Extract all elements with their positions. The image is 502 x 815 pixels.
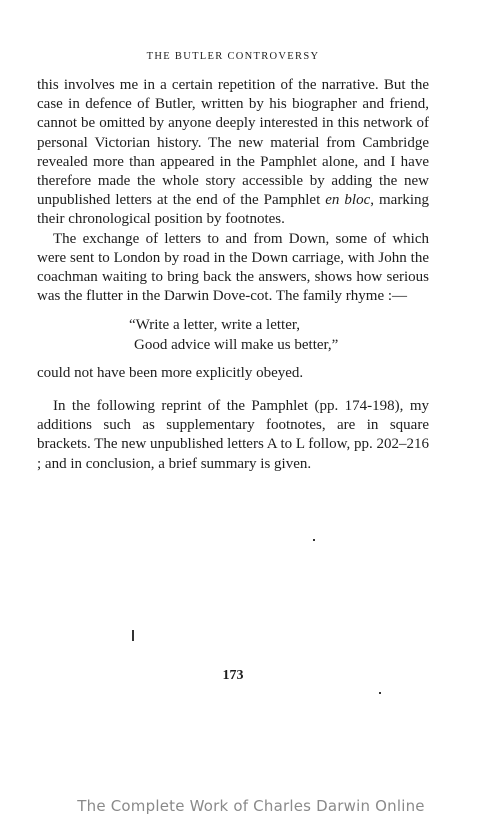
paragraph-3: could not have been more explicitly obeyed.	[37, 364, 304, 381]
scan-speck	[313, 539, 315, 541]
paragraph-1-text-end: , marking their chronological position by footnotes.	[37, 192, 429, 228]
verse-line-2: Good advice will make us better,”	[134, 336, 339, 353]
scan-speck	[379, 692, 381, 694]
footer-credit: The Complete Work of Charles Darwin Online	[77, 797, 425, 815]
paragraph-2: The exchange of letters to and from Down, some of which were sent to London by road in the Down carriage, with John the coachman waiting to bring back the answers, shows how serious was the flutter in the Darwin Dove-cot. The family rhyme :—	[37, 230, 429, 305]
paragraph-1-italic: en bloc	[325, 192, 371, 209]
verse-quote	[37, 316, 429, 354]
paragraph-1	[37, 76, 429, 230]
scan-speck	[132, 630, 134, 641]
paragraph-1-text: this involves me in a certain repetition of the narrative. But the case in defence of Butler, written by his biographer and friend, cannot be omitted by anyone deeply interested in this network of personal Victorian history. The new material from Cambridge revealed more than appeared in the Pamphlet alone, and I have therefore made the whole story accessible by adding the new unpublished letters at the end of the Pamphlet	[37, 77, 429, 209]
page-number: 173	[222, 668, 244, 683]
paragraph-4: In the following reprint of the Pamphlet (pp. 174-198), my additions such as supplementary footnotes, are in square brackets. The new unpublished letters A to L follow, pp. 202–216 ; and in conclusion, a brief summary is given.	[37, 398, 429, 472]
running-head: THE BUTLER CONTROVERSY	[146, 51, 320, 62]
paragraph-gap	[37, 383, 429, 397]
verse-line-1: “Write a letter, write a letter,	[129, 317, 301, 334]
body-text	[37, 76, 429, 474]
